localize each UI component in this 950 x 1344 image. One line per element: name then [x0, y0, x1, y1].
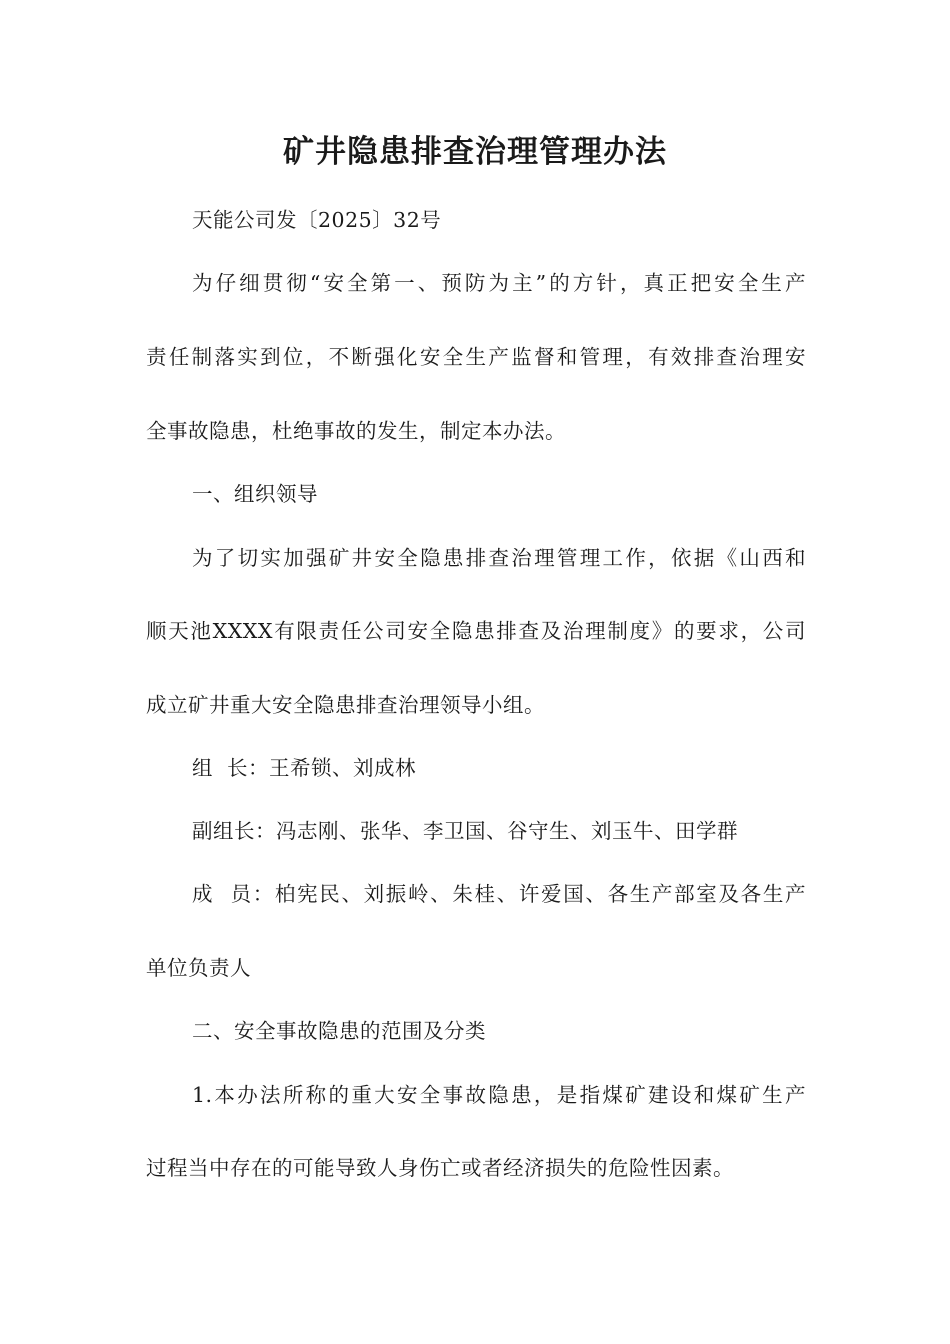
section-heading-scope: 二、安全事故隐患的范围及分类 [192, 1019, 486, 1043]
intro-line-3: 全事故隐患，杜绝事故的发生，制定本办法。 [146, 419, 566, 443]
intro-line-2: 责任制落实到位，不断强化安全生产监督和管理，有效排查治理安 [146, 345, 806, 369]
organization-para-line-3: 成立矿井重大安全隐患排查治理领导小组。 [146, 693, 545, 717]
group-leader-line: 组 长：王希锁、刘成林 [192, 756, 417, 780]
document-number: 天能公司发〔2025〕32号 [192, 208, 442, 232]
group-members-line-1: 成 员：柏宪民、刘振岭、朱桂、许爱国、各生产部室及各生产 [192, 882, 806, 906]
scope-item-1-line-2: 过程当中存在的可能导致人身伤亡或者经济损失的危险性因素。 [146, 1156, 734, 1180]
scope-item-1-line-1: 1.本办法所称的重大安全事故隐患，是指煤矿建设和煤矿生产 [192, 1083, 806, 1107]
section-heading-organization: 一、组织领导 [192, 482, 318, 506]
organization-para-line-1: 为了切实加强矿井安全隐患排查治理管理工作，依据《山西和 [192, 546, 806, 570]
group-deputy-line: 副组长：冯志刚、张华、李卫国、谷守生、刘玉牛、田学群 [192, 819, 738, 843]
organization-para-line-2: 顺天池XXXX有限责任公司安全隐患排查及治理制度》的要求，公司 [146, 619, 806, 643]
intro-line-1: 为仔细贯彻“安全第一、预防为主”的方针，真正把安全生产 [192, 271, 806, 295]
document-title: 矿井隐患排查治理管理办法 [283, 134, 667, 170]
group-members-line-2: 单位负责人 [146, 956, 251, 980]
